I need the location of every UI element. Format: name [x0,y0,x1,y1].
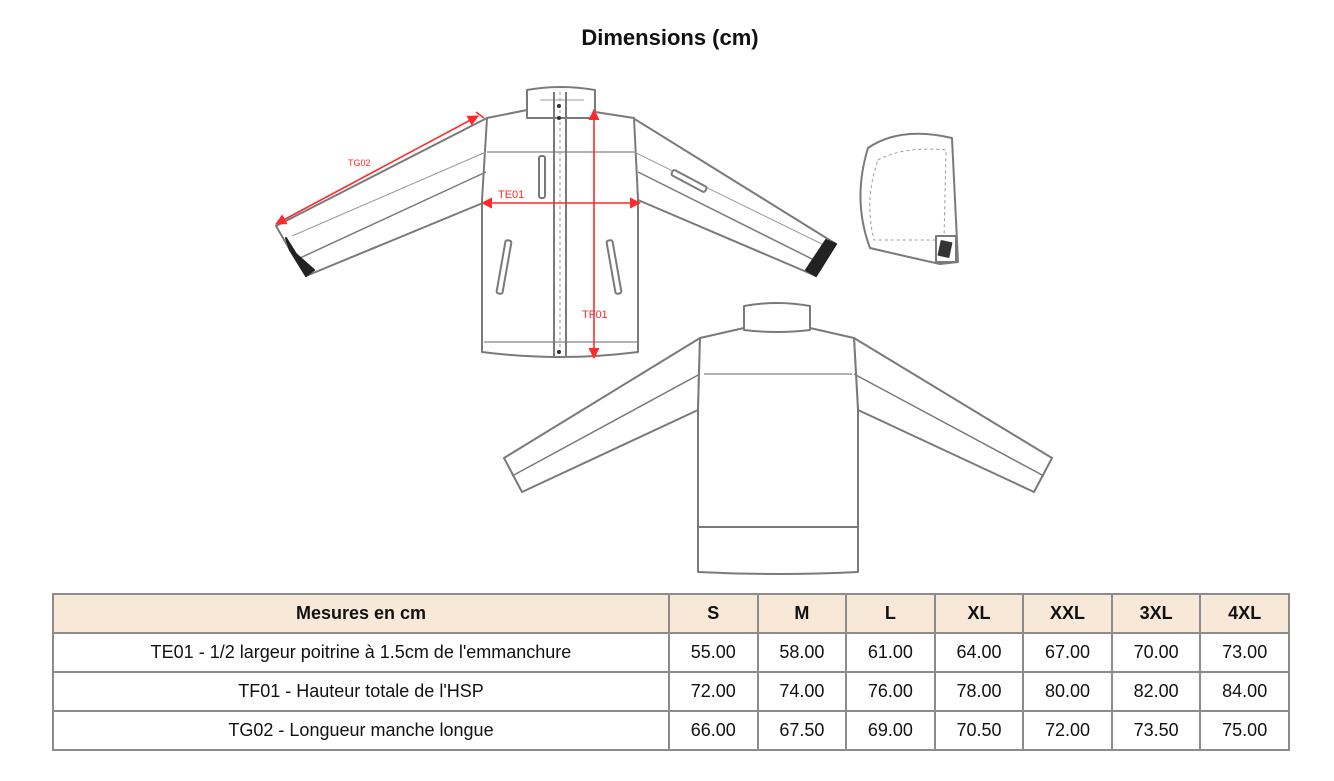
row-label: TE01 - 1/2 largeur poitrine à 1.5cm de l'emmanchure [53,633,669,672]
row-label: TF01 - Hauteur totale de l'HSP [53,672,669,711]
table-cell: 67.00 [1023,633,1112,672]
table-cell: 58.00 [758,633,847,672]
back-left-sleeve [504,338,700,492]
table-cell: 66.00 [669,711,758,750]
back-right-sleeve [854,338,1052,492]
table-cell: 84.00 [1200,672,1289,711]
header-cell-size: S [669,594,758,633]
table-cell: 76.00 [846,672,935,711]
table-cell: 72.00 [1023,711,1112,750]
back-collar [744,303,810,332]
table-cell: 72.00 [669,672,758,711]
chest-zip-pocket [539,156,545,198]
page-title: Dimensions (cm) [581,25,759,50]
tf01-label: TF01 [582,309,608,321]
table-header-row [53,594,1289,633]
table-cell: 70.00 [1112,633,1201,672]
front-collar [527,87,595,118]
table-cell: 73.50 [1112,711,1201,750]
table-cell: 69.00 [846,711,935,750]
header-cell-size: XL [935,594,1024,633]
header-cell-size: XXL [1023,594,1112,633]
table-cell: 75.00 [1200,711,1289,750]
front-right-sleeve [633,118,836,276]
table-cell: 80.00 [1023,672,1112,711]
header-cell-label: Mesures en cm [53,594,669,633]
te01-label: TE01 [498,189,525,201]
size-chart-table [52,593,1290,751]
table-cell: 70.50 [935,711,1024,750]
header-cell-size: 4XL [1200,594,1289,633]
table-cell: 74.00 [758,672,847,711]
row-label: TG02 - Longueur manche longue [53,711,669,750]
table-row [53,633,1289,672]
header-cell-size: M [758,594,847,633]
table-row [53,711,1289,750]
table-cell: 73.00 [1200,633,1289,672]
table-row [53,672,1289,711]
table-cell: 61.00 [846,633,935,672]
table-cell: 64.00 [935,633,1024,672]
header-cell-size: L [846,594,935,633]
table-cell: 55.00 [669,633,758,672]
tg02-label: TG02 [348,158,371,168]
jacket-size-diagram [0,70,1334,590]
table-cell: 82.00 [1112,672,1201,711]
table-cell: 78.00 [935,672,1024,711]
hood-view [860,134,958,264]
back-body [698,328,858,574]
table-cell: 67.50 [758,711,847,750]
header-cell-size: 3XL [1112,594,1201,633]
